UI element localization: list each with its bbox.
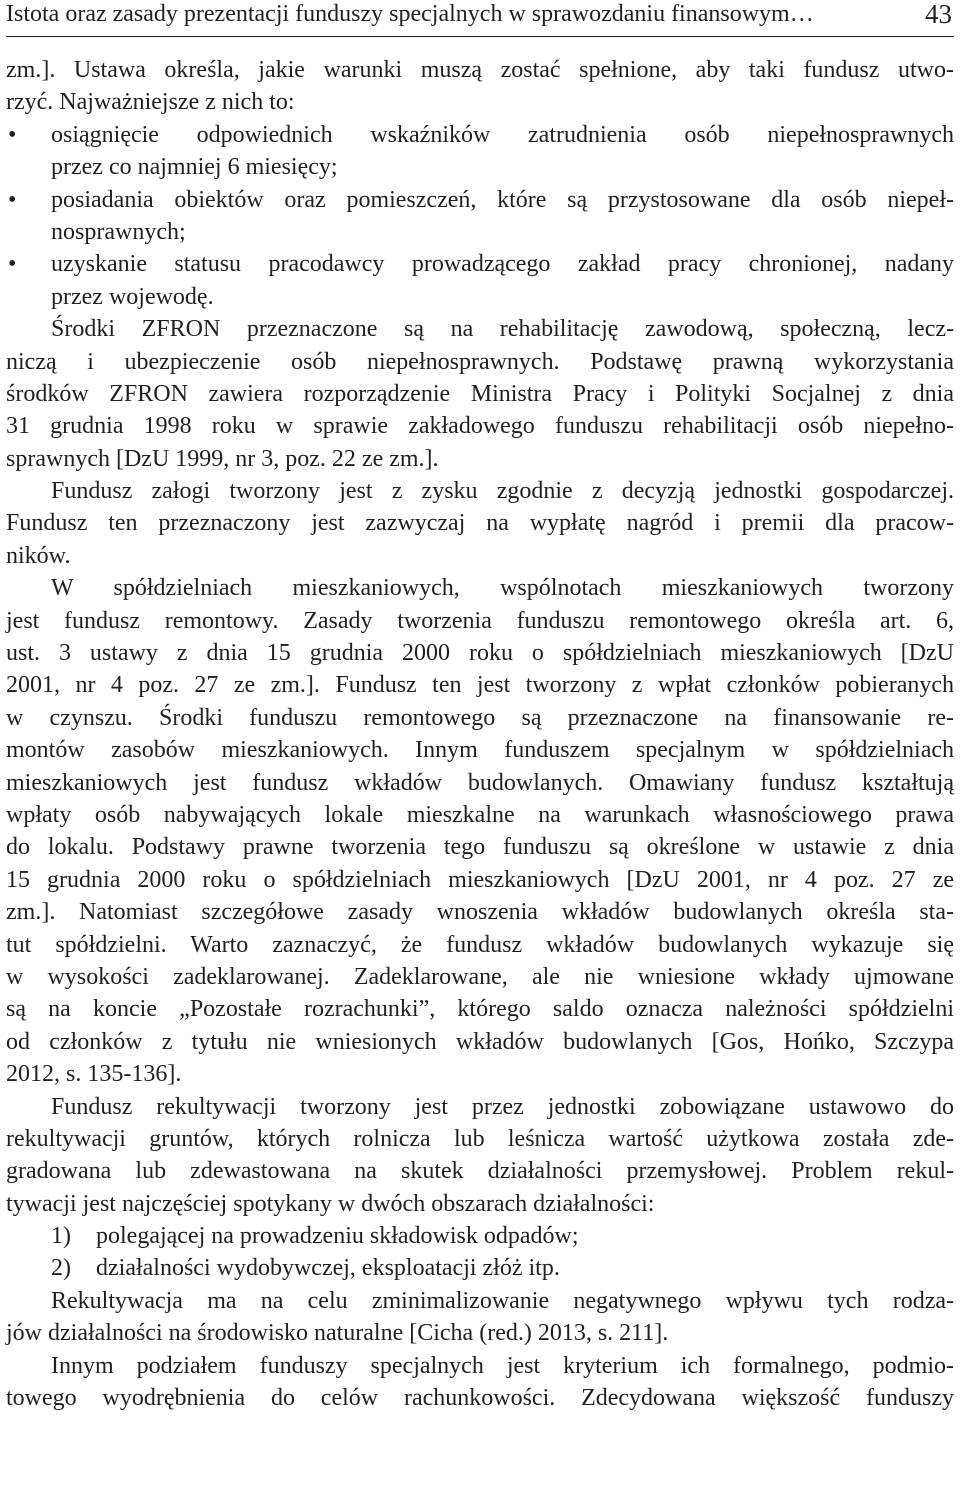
text-line: 2001, nr 4 poz. 27 ze zm.]. Fundusz ten jest tworzony z wpłat członków pobieranych xyxy=(6,672,954,699)
text-line: wpłaty osób nabywających lokale mieszkalne na warunkach własnościowego prawa xyxy=(6,801,954,828)
text-line: Środki ZFRON przeznaczone są na rehabilitację zawodową, społeczną, lecz- xyxy=(51,316,954,343)
text-line: W spółdzielniach mieszkaniowych, wspólnotach mieszkaniowych tworzony xyxy=(51,575,954,602)
list-number: 2) xyxy=(51,1255,71,1282)
bullet-icon: • xyxy=(8,251,17,278)
text-line: polegającej na prowadzeniu składowisk odpadów; xyxy=(96,1223,579,1250)
text-line: w wysokości zadeklarowanej. Zadeklarowane, ale nie wniesione wkłady ujmowane xyxy=(6,963,954,990)
bullet-item xyxy=(6,248,954,280)
bullet-icon: • xyxy=(8,121,17,148)
text-line: jów działalności na środowisko naturalne [Cicha (red.) 2013, s. 211]. xyxy=(6,1320,669,1347)
text-line: rekultywacji gruntów, których rolnicza lub leśnicza wartość użytkowa została zde- xyxy=(6,1125,954,1152)
bullet-item xyxy=(6,184,954,216)
text-line: zm.]. Ustawa określa, jakie warunki muszą zostać spełnione, aby taki fundusz utwo- xyxy=(6,57,954,83)
text-line: tut spółdzielni. Warto zaznaczyć, że fundusz wkładów budowlanych wykazuje się xyxy=(6,931,954,958)
text-line: gradowana lub zdewastowana na skutek działalności przemysłowej. Problem rekul- xyxy=(6,1158,954,1185)
running-title: Istota oraz zasady prezentacji funduszy specjalnych w sprawozdaniu finansowym… xyxy=(6,1,814,27)
text-line: Innym podziałem funduszy specjalnych jest kryterium ich formalnego, podmio- xyxy=(51,1352,954,1379)
text-line: 15 grudnia 2000 roku o spółdzielniach mieszkaniowych [DzU 2001, nr 4 poz. 27 ze xyxy=(6,866,954,893)
text-line: osiągnięcie odpowiednich wskaźników zatrudnienia osób niepełnosprawnych xyxy=(51,121,954,148)
running-header xyxy=(6,0,954,37)
text-line: do lokalu. Podstawy prawne tworzenia tego funduszu są określone w ustawie z dnia xyxy=(6,834,954,861)
text-line: przez wojewodę. xyxy=(51,283,214,310)
text-line: niczą i ubezpieczenie osób niepełnosprawnych. Podstawę prawną wykorzystania xyxy=(6,348,954,375)
text-line: ust. 3 ustawy z dnia 15 grudnia 2000 roku o spółdzielniach mieszkaniowych [DzU xyxy=(6,640,954,667)
numbered-item xyxy=(6,1220,954,1252)
text-line: od członków z tytułu nie wniesionych wkładów budowlanych [Gos, Hońko, Szczypa xyxy=(6,1028,954,1055)
text-line: zm.]. Natomiast szczegółowe zasady wnoszenia wkładów budowlanych określa sta- xyxy=(6,899,954,926)
text-line: mieszkaniowych jest fundusz wkładów budowlanych. Omawiany fundusz kształtują xyxy=(6,769,954,796)
text-line: uzyskanie statusu pracodawcy prowadzącego zakład pracy chronionej, nadany xyxy=(51,251,954,278)
text-line: przez co najmniej 6 miesięcy; xyxy=(51,154,338,181)
text-line: Rekultywacja ma na celu zminimalizowanie negatywnego wpływu tych rodza- xyxy=(51,1287,954,1314)
page-number: 43 xyxy=(925,0,952,29)
text-line: Fundusz rekultywacji tworzony jest przez jednostki zobowiązane ustawowo do xyxy=(51,1093,954,1120)
text-line: jest fundusz remontowy. Zasady tworzenia funduszu remontowego określa art. 6, xyxy=(6,607,954,634)
text-line: 31 grudnia 1998 roku w sprawie zakładowego funduszu rehabilitacji osób niepełno- xyxy=(6,413,954,440)
text-line: ników. xyxy=(6,542,71,569)
text-line: rzyć. Najważniejsze z nich to: xyxy=(6,89,295,116)
text-line: Fundusz załogi tworzony jest z zysku zgodnie z decyzją jednostki gospodarczej. xyxy=(51,478,954,505)
list-number: 1) xyxy=(51,1223,71,1250)
numbered-item xyxy=(6,1252,954,1284)
bullet-item xyxy=(6,119,954,151)
text-line: są na koncie „Pozostałe rozrachunki”, którego saldo oznacza należności spółdzielni xyxy=(6,996,954,1023)
text-line: 2012, s. 135-136]. xyxy=(6,1061,182,1088)
text-line: środków ZFRON zawiera rozporządzenie Ministra Pracy i Polityki Socjalnej z dnia xyxy=(6,380,954,407)
text-line: tywacji jest najczęściej spotykany w dwóch obszarach działalności: xyxy=(6,1190,655,1217)
text-line: montów zasobów mieszkaniowych. Innym funduszem specjalnym w spółdzielniach xyxy=(6,737,954,764)
bullet-icon: • xyxy=(8,186,17,213)
body-text xyxy=(6,54,954,1414)
text-line: posiadania obiektów oraz pomieszczeń, które są przystosowane dla osób niepeł- xyxy=(51,186,954,213)
text-line: nosprawnych; xyxy=(51,218,186,245)
text-line: w czynszu. Środki funduszu remontowego są przeznaczone na finansowanie re- xyxy=(6,704,954,731)
text-line: sprawnych [DzU 1999, nr 3, poz. 22 ze zm.]. xyxy=(6,445,439,472)
text-line: towego wyodrębnienia do celów rachunkowości. Zdecydowana większość funduszy xyxy=(6,1385,954,1412)
text-line: Fundusz ten przeznaczony jest zazwyczaj na wypłatę nagród i premii dla pracow- xyxy=(6,510,954,537)
text-line: działalności wydobywczej, eksploatacji złóż itp. xyxy=(96,1255,560,1282)
